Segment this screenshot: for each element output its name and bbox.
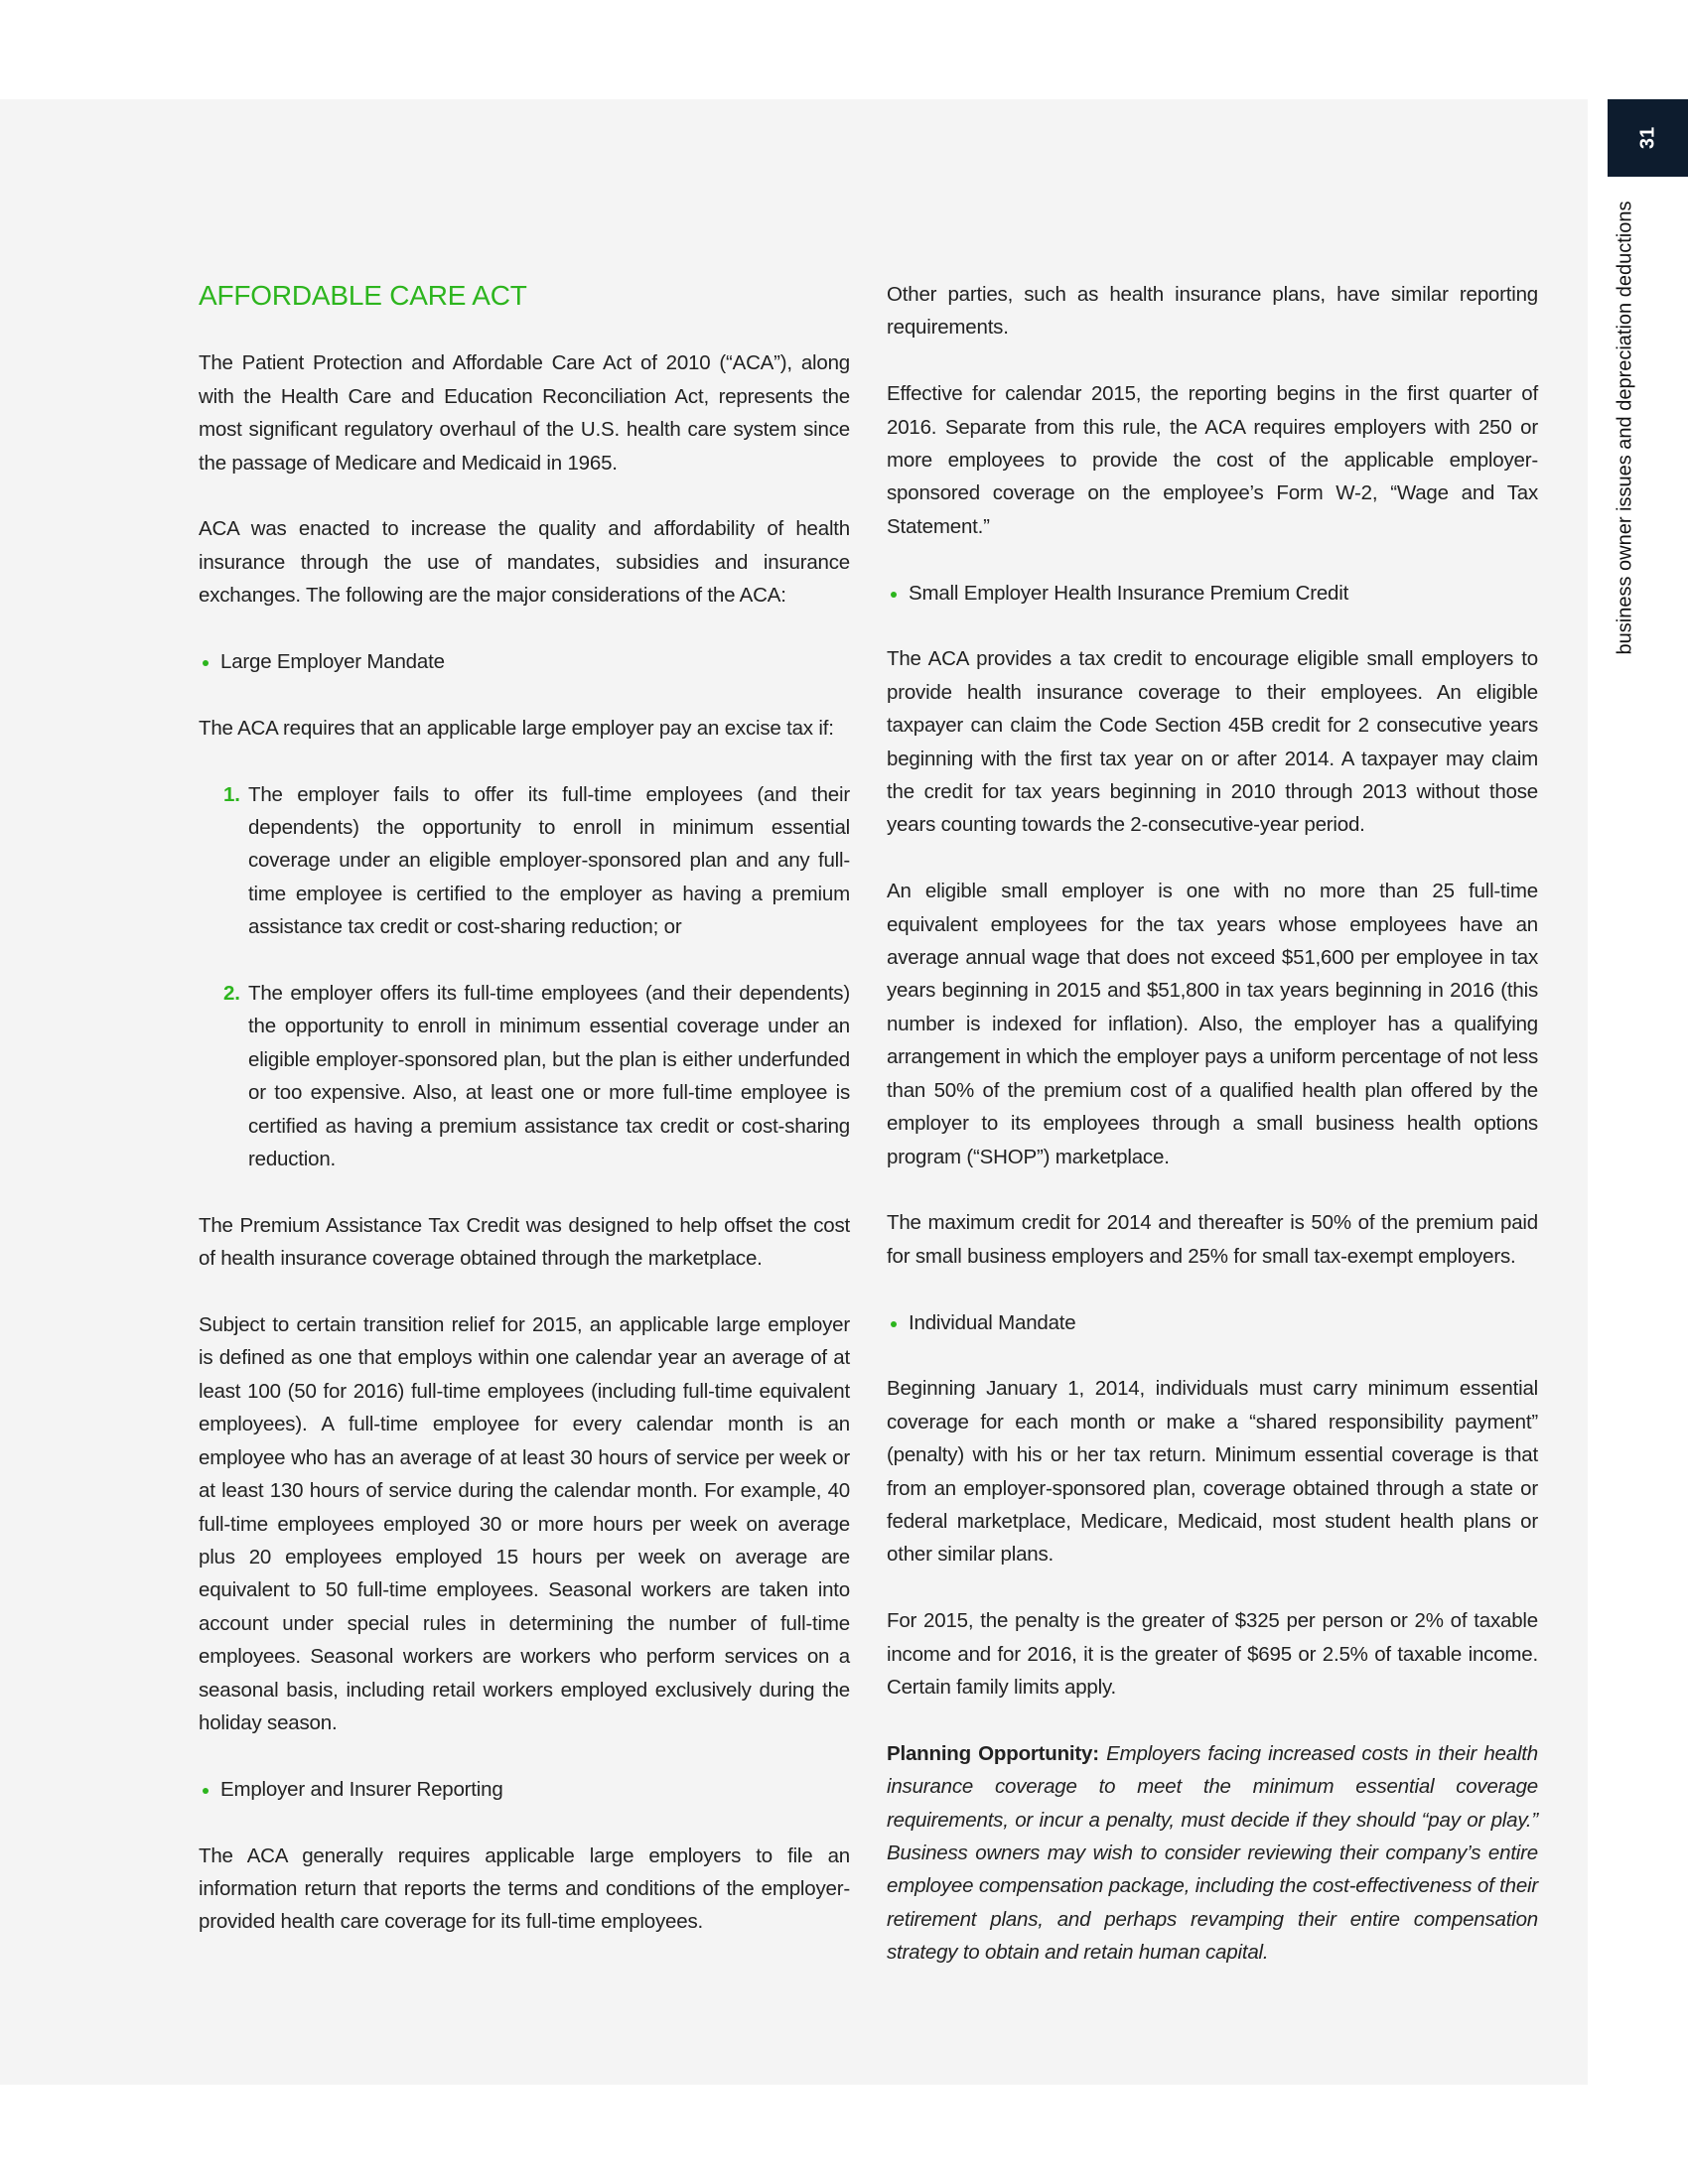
item-number: 1. (223, 782, 240, 806)
item-text: The employer fails to offer its full-time employees (and their dependents) the opportunity to enroll in minimum essential coverage under an eligible employer-sponsored plan and any full-time employee is certified to the employer as having a premium assistance tax credit or cost-sharing reduction; or (248, 782, 850, 939)
bullet-heading: Large Employer Mandate (199, 645, 850, 678)
item-text: The employer offers its full-time employees (and their dependents) the opportunity to enroll in minimum essential coverage under an eligible employer-sponsored plan, but the plan is either underfunded or too expensive. Also, at least one or more full-time employee is certified as having a premium assistance tax credit or cost-sharing reduction. (248, 982, 850, 1171)
planning-text: Employers facing increased costs in their health insurance coverage to meet the minimum essential coverage requirements, or incur a penalty, must decide if they should “pay or play.” Business owners may wish to consider reviewing their company’s entire employee compensation package, including the cost-effectiveness of their retirement plans, and perhaps revamping their entire compensation strategy to obtain and retain human capital. (887, 1741, 1538, 1965)
bullet-heading: Employer and Insurer Reporting (199, 1773, 850, 1806)
item-number: 2. (223, 982, 240, 1006)
bullet-heading: Individual Mandate (887, 1306, 1538, 1339)
paragraph: The ACA generally requires applicable large employers to file an information return that reports the terms and conditions of the employer-provided health care coverage for its full-time employees. (199, 1843, 850, 1934)
paragraph: Subject to certain transition relief for 2015, an applicable large employer is defined as one that employs within one calendar year an average of at least 100 (50 for 2016) full-time employees (including full-time equivalent employees). A full-time employee for every calendar month is an employee who has an average of at least 30 hours of service per week or at least 130 hours of service during the calendar month. For example, 40 full-time employees employed 30 or more hours per week on average plus 20 employees employed 15 hours per week on average are equivalent to 50 full-time employees. Seasonal workers are taken into account under special rules in determining the number of full-time employees. Seasonal workers are workers who perform services on a seasonal basis, including retail workers employed exclusively during the holiday season. (199, 1313, 850, 1734)
paragraph: Other parties, such as health insurance plans, have similar reporting requirements. (887, 283, 1538, 340)
page-number: 31 (1636, 126, 1658, 150)
paragraph: The maximum credit for 2014 and thereafter is 50% of the premium paid for small business employers and 25% for small tax-exempt employers. (887, 1211, 1538, 1268)
paragraph: The Patient Protection and Affordable Care Act of 2010 (“ACA”), along with the Health Care and Education Reconciliation Act, represents the most significant regulatory overhaul of the U.S. health care system since the passage of Medicare and Medicaid in 1965. (199, 351, 850, 475)
page-number-tab (1608, 99, 1688, 177)
paragraph: The Premium Assistance Tax Credit was designed to help offset the cost of health insurance coverage obtained through the marketplace. (199, 1213, 850, 1271)
section-side-label: business owner issues and depreciation deductions (1614, 201, 1636, 655)
right-column (887, 278, 1538, 2002)
section-heading: AFFORDABLE CARE ACT (199, 280, 527, 311)
paragraph: ACA was enacted to increase the quality and affordability of health insurance through the use of mandates, subsidies and insurance exchanges. The following are the major considerations of the ACA: (199, 517, 850, 608)
numbered-item (199, 778, 850, 944)
paragraph: The ACA provides a tax credit to encourage eligible small employers to provide health insurance coverage to their employees. An eligible taxpayer can claim the Code Section 45B credit for 2 consecutive years beginning with the first tax year on or after 2014. A taxpayer may claim the credit for tax years beginning in 2010 through 2013 without those years counting towards the 2-consecutive-year period. (887, 647, 1538, 837)
paragraph: Effective for calendar 2015, the reporting begins in the first quarter of 2016. Separate from this rule, the ACA requires employers with 250 or more employees to provide the cost of the applicable employer-sponsored coverage on the employee’s Form W-2, “Wage and Tax Statement.” (887, 382, 1538, 538)
paragraph: The ACA requires that an applicable large employer pay an excise tax if: (199, 716, 834, 740)
bullet-heading: Small Employer Health Insurance Premium Credit (887, 577, 1538, 610)
paragraph: For 2015, the penalty is the greater of $325 per person or 2% of taxable income and for 2016, it is the greater of $695 or 2.5% of taxable income. Certain family limits apply. (887, 1609, 1538, 1699)
paragraph: An eligible small employer is one with no more than 25 full-time equivalent employees for the tax years whose employees have an average annual wage that does not exceed $51,600 per employee in tax years beginning in 2015 and $51,800 in tax years beginning in 2016 (this number is indexed for inflation). Also, the employer has a qualifying arrangement in which the employer pays a uniform percentage of not less than 50% of the premium cost of a qualified health plan offered by the employer to its employees through a small business health options program (“SHOP”) marketplace. (887, 880, 1538, 1168)
numbered-item (199, 977, 850, 1175)
planning-label: Planning Opportunity: (887, 1741, 1099, 1765)
planning-opportunity (887, 1737, 1538, 1970)
left-column (199, 278, 850, 1972)
paragraph: Beginning January 1, 2014, individuals must carry minimum essential coverage for each month or make a “shared responsibility payment” (penalty) with his or her tax return. Minimum essential coverage is that from an employer-sponsored plan, coverage obtained through a state or federal marketplace, Medicare, Medicaid, most student health plans or other similar plans. (887, 1377, 1538, 1567)
